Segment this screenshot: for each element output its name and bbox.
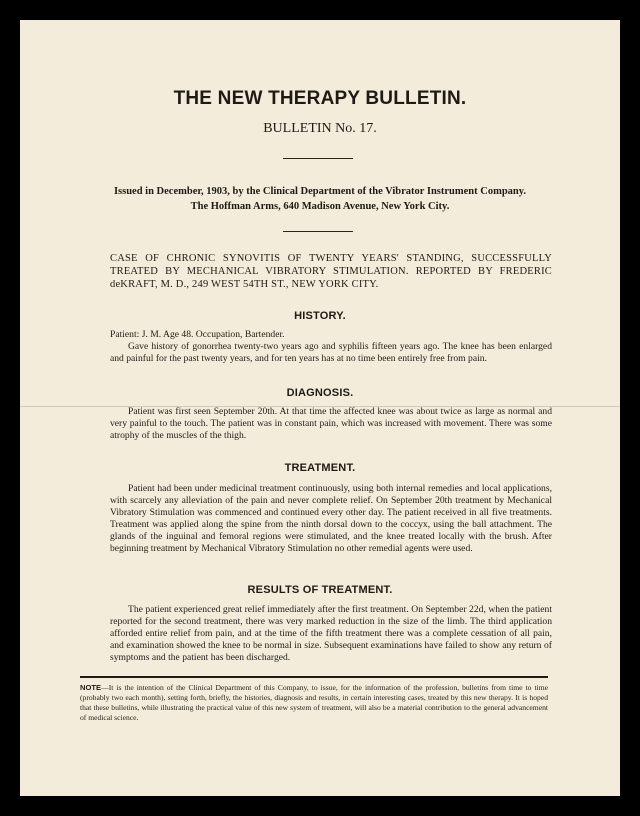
note-divider xyxy=(80,676,548,678)
bulletin-number: BULLETIN No. 17. xyxy=(263,121,377,136)
treatment-section xyxy=(110,483,552,555)
diagnosis-text: Patient was first seen September 20th. At that time the affected knee was about twice as large as normal and very painful to the touch. The patient was in constant pain, which was increased with movement. There was some atrophy of the muscles of the thigh. xyxy=(110,406,552,441)
note-text: —It is the intention of the Clinical Department of this Company, to issue, for the information of the profession, bulletins from time to time (probably two each month), setting forth, briefly, the histories, diagnosis and results, in certain interesting cases, treated by this new therapy. It is hoped that these bulletins, while illustrating the practical value of this new system of treatment, will also be a material contribution to the general advancement of medical science. xyxy=(80,683,548,722)
issued-statement xyxy=(20,184,620,214)
results-heading: RESULTS OF TREATMENT. xyxy=(247,584,393,596)
history-heading: HISTORY. xyxy=(294,310,346,322)
issued-line-1: Issued in December, 1903, by the Clinical Department of the Vibrator Instrument Company. xyxy=(113,186,527,197)
history-text: Gave history of gonorrhea twenty-two years ago and syphilis fifteen years ago. The knee has been enlarged and painful for the past twenty years, and for ten years has at no time been entirely free from pain. xyxy=(110,341,552,364)
bulletin-page xyxy=(20,20,620,796)
note-label: NOTE xyxy=(80,683,102,692)
bulletin-title: THE NEW THERAPY BULLETIN. xyxy=(173,88,467,109)
note-paragraph xyxy=(80,683,548,723)
results-text: The patient experienced great relief immediately after the first treatment. On September 22d, when the patient reported for the second treatment, there was very marked reduction in the size of the limb. The third application afforded entire relief from pain, and at the time of the fifth treatment there was a complete cessation of all pain, and examination showed the knee to be normal in size. Subsequent examinations have failed to show any return of symptoms and the patient has been discharged. xyxy=(110,604,552,663)
divider-top xyxy=(283,158,353,159)
divider-middle xyxy=(283,231,353,232)
issued-line-2: The Hoffman Arms, 640 Madison Avenue, New York City. xyxy=(190,201,450,212)
treatment-heading: TREATMENT. xyxy=(284,462,356,474)
treatment-text: Patient had been under medicinal treatment continuously, using both internal remedies and local applications, with scarcely any alleviation of the pain and never complete relief. On September 20th treatment by Mechanical Vibratory Stimulation was commenced and continued every other day. The patient received in all five treatments. Treatment was applied along the spine from the ninth dorsal down to the coccyx, using the ball attachment. The glands of the inguinal and femoral regions were stimulated, and the knee treated locally with the brush. After beginning treatment by Mechanical Vibratory Stimulation no other remedial agents were used. xyxy=(110,483,552,554)
patient-line: Patient: J. M. Age 48. Occupation, Bartender. xyxy=(110,329,285,340)
diagnosis-heading: DIAGNOSIS. xyxy=(286,387,354,399)
history-section xyxy=(110,329,552,365)
case-title: CASE OF CHRONIC SYNOVITIS OF TWENTY YEARS' STANDING, SUCCESSFULLY TREATED BY MECHANICAL VIBRATORY STIMULATION. REPORTED BY FREDERIC deKRAFT, M. D., 249 WEST 54TH ST., NEW YORK CITY. xyxy=(110,253,552,290)
diagnosis-section xyxy=(110,406,552,442)
results-section xyxy=(110,604,552,664)
